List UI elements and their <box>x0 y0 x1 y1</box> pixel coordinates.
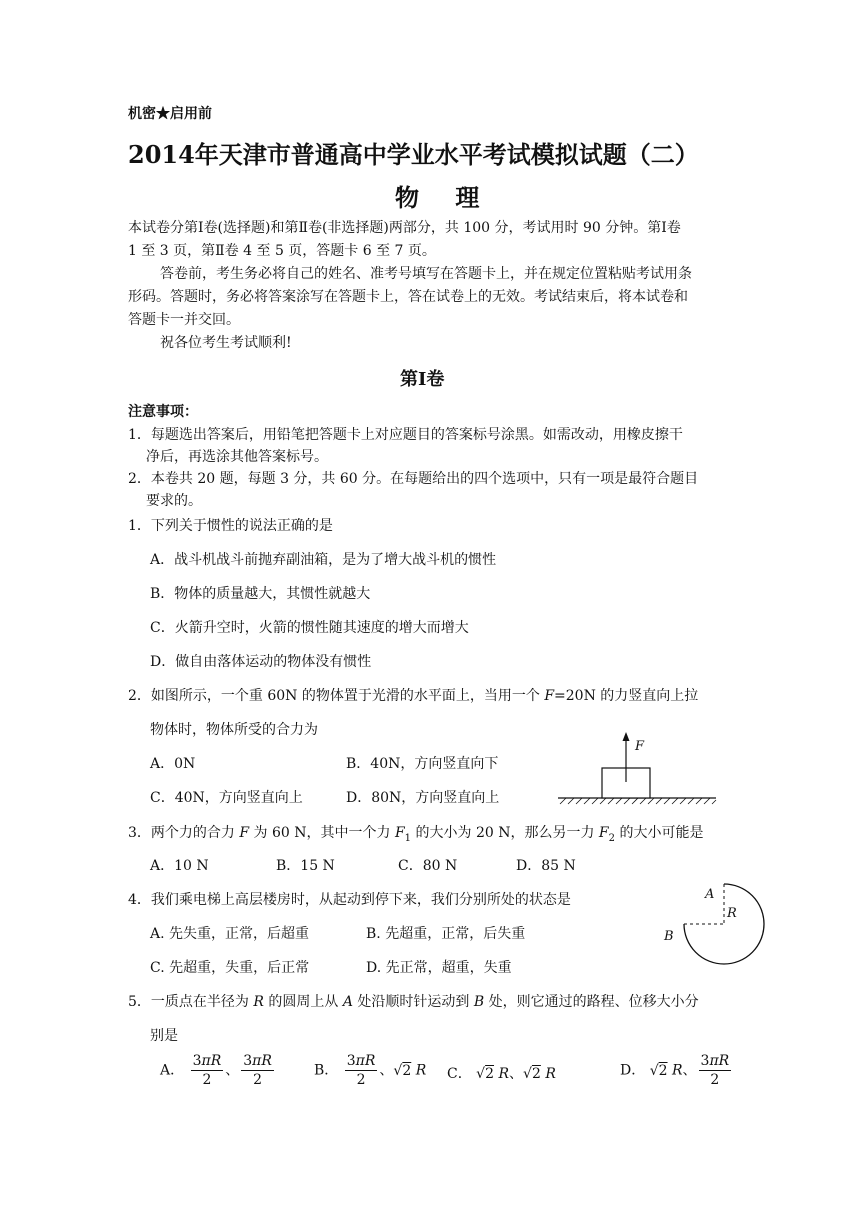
ground-hatching <box>560 798 716 804</box>
q4-option-b: B. 先超重，正常，后失重 <box>366 926 526 942</box>
force-arrow-head <box>623 732 630 741</box>
q3-stem-sub2: 2 <box>608 832 616 844</box>
section-title: 第Ⅰ卷 <box>400 369 445 390</box>
note1-line2: 净后，再选涂其他答案标号。 <box>146 449 328 465</box>
q5-a-label: A． <box>160 1062 185 1079</box>
q3-stem-p2: 为 60 N，其中一个力 <box>249 825 395 841</box>
q2-option-b: B．40N，方向竖直向下 <box>346 756 499 772</box>
q3-stem-p4: 的大小可能是 <box>615 825 704 841</box>
q3-stem-f1: F <box>394 825 405 841</box>
q5-stem-p3: 处沿顺时针运动到 <box>352 994 474 1010</box>
q2-stem-line1 <box>128 686 698 706</box>
q2-option-d: D．80N，方向竖直向上 <box>346 790 500 806</box>
intro-p2-line2: 形码。答题时，务必将答案涂写在答题卡上，答在试卷上的无效。考试结束后，将本试卷和 <box>128 289 688 305</box>
q5-stem-p4: 处，则它通过的路程、位移大小分 <box>484 994 699 1010</box>
q3-stem-f2: F <box>598 825 609 841</box>
q5-a-sep: 、 <box>225 1062 240 1079</box>
q1-stem: 1．下列关于惯性的说法正确的是 <box>128 518 333 534</box>
q5-c-sqrt2: √2 <box>523 1066 541 1082</box>
q3-stem-p3: 的大小为 20 N，那么另一力 <box>411 825 599 841</box>
q3-stem <box>128 823 703 849</box>
q2-figure-block-diagram <box>552 730 722 810</box>
q2-stem-line2: 物体时，物体所受的合力为 <box>150 722 318 738</box>
q1-option-a: A．战斗机战斗前抛弃副油箱，是为了增大战斗机的惯性 <box>150 552 497 568</box>
intro-p2-line1: 答卷前，考生务必将自己的姓名、准考号填写在答题卡上，并在规定位置粘贴考试用条 <box>160 266 692 282</box>
intro-p3: 祝各位考生考试顺利! <box>160 335 292 351</box>
q5-stem-b: B <box>473 994 485 1010</box>
point-b-label: B <box>664 929 674 944</box>
q5-d-label: D． <box>620 1062 646 1079</box>
q2-option-a: A．0N <box>150 756 196 772</box>
q5-figure-circle-diagram <box>655 878 770 976</box>
force-label: F <box>635 739 645 754</box>
q5-stem-r: R <box>253 994 264 1010</box>
q5-b-sqrt: √2 <box>393 1062 412 1079</box>
q4-option-a: A. 先失重，正常，后超重 <box>150 926 310 942</box>
q5-c-sqrt1: √2 <box>476 1066 495 1082</box>
q5-b-label: B． <box>314 1062 339 1079</box>
q2-stem-b: =20N 的力竖直向上拉 <box>554 688 699 704</box>
radius-label: R <box>727 906 737 921</box>
q4-option-c: C. 先超重，失重，后正常 <box>150 960 310 976</box>
q2-option-c: C．40N，方向竖直向上 <box>150 790 303 806</box>
q5-stem-line2: 别是 <box>150 1028 178 1044</box>
intro-p2-line3: 答题卡一并交回。 <box>128 312 240 328</box>
exam-title: 2014年天津市普通高中学业水平考试模拟试题（二） <box>128 140 699 169</box>
q5-stem-a: A <box>342 994 353 1010</box>
q5-option-a <box>160 1052 276 1089</box>
q3-stem-sub1: 1 <box>404 832 412 844</box>
note2-line1: 2．本卷共 20 题，每题 3 分，共 60 分。在每题给出的四个选项中，只有一项是最符合题目 <box>128 471 699 487</box>
q5-d-r: R <box>671 1062 683 1079</box>
point-a-label: A <box>705 887 715 902</box>
q3-option-c: C．80 N <box>398 858 458 874</box>
q5-option-c <box>447 1064 556 1084</box>
q5-b-r: R <box>415 1062 427 1079</box>
q3-option-d: D．85 N <box>516 858 576 874</box>
subject-title: 物 理 <box>395 183 494 212</box>
q2-stem-f: F <box>544 688 555 704</box>
q5-d-sep: 、 <box>682 1062 697 1079</box>
q5-a-frac1: $\frac{3\pi R}{2}$ <box>192 1053 222 1088</box>
note1-line1: 1．每题选出答案后，用铅笔把答题卡上对应题目的答案标号涂黑。如需改动，用橡皮擦干 <box>128 427 683 443</box>
notes-title: 注意事项： <box>128 404 198 420</box>
note2-line2: 要求的。 <box>146 493 202 509</box>
q5-d-sqrt: √2 <box>649 1062 668 1079</box>
q5-stem-p2: 的圆周上从 <box>263 994 343 1010</box>
q5-b-sep: 、 <box>379 1062 394 1079</box>
q3-option-b: B．15 N <box>276 858 335 874</box>
q3-stem-f: F <box>239 825 250 841</box>
q4-option-d: D. 先正常，超重，失重 <box>366 960 512 976</box>
q5-c-label: C． <box>447 1066 472 1082</box>
q5-stem-line1 <box>128 992 699 1012</box>
q3-option-a: A．10 N <box>150 858 209 874</box>
q3-stem-p1: 3．两个力的合力 <box>128 825 240 841</box>
q5-stem-p1: 5．一质点在半径为 <box>128 994 254 1010</box>
q5-c-sep: 、 <box>509 1066 524 1082</box>
q5-a-frac2: $\frac{3\pi R}{2}$ <box>243 1053 272 1088</box>
q5-option-b <box>314 1052 426 1089</box>
q4-stem: 4．我们乘电梯上高层楼房时，从起动到停下来，我们分别所处的状态是 <box>128 892 571 908</box>
q1-option-c: C．火箭升空时，火箭的惯性随其速度的增大而增大 <box>150 620 469 636</box>
q5-b-frac: $\frac{3\pi R}{2}$ <box>346 1053 376 1088</box>
q1-option-d: D．做自由落体运动的物体没有惯性 <box>150 654 372 670</box>
q5-d-frac: $\frac{3\pi R}{2}$ <box>700 1053 730 1088</box>
confidential-label: 机密★启用前 <box>128 106 212 122</box>
q1-option-b: B．物体的质量越大，其惯性就越大 <box>150 586 371 602</box>
intro-p1-line1: 本试卷分第Ⅰ卷(选择题)和第Ⅱ卷(非选择题)两部分，共 100 分，考试用时 90 分钟。第Ⅰ卷 <box>128 220 681 236</box>
q5-c-r2: R <box>545 1066 556 1082</box>
q5-c-r1: R <box>498 1066 510 1082</box>
q2-stem-a: 2．如图所示，一个重 60N 的物体置于光滑的水平面上，当用一个 <box>128 688 545 704</box>
intro-p1-line2: 1 至 3 页，第Ⅱ卷 4 至 5 页，答题卡 6 至 7 页。 <box>128 243 436 259</box>
q5-option-d <box>620 1052 733 1089</box>
